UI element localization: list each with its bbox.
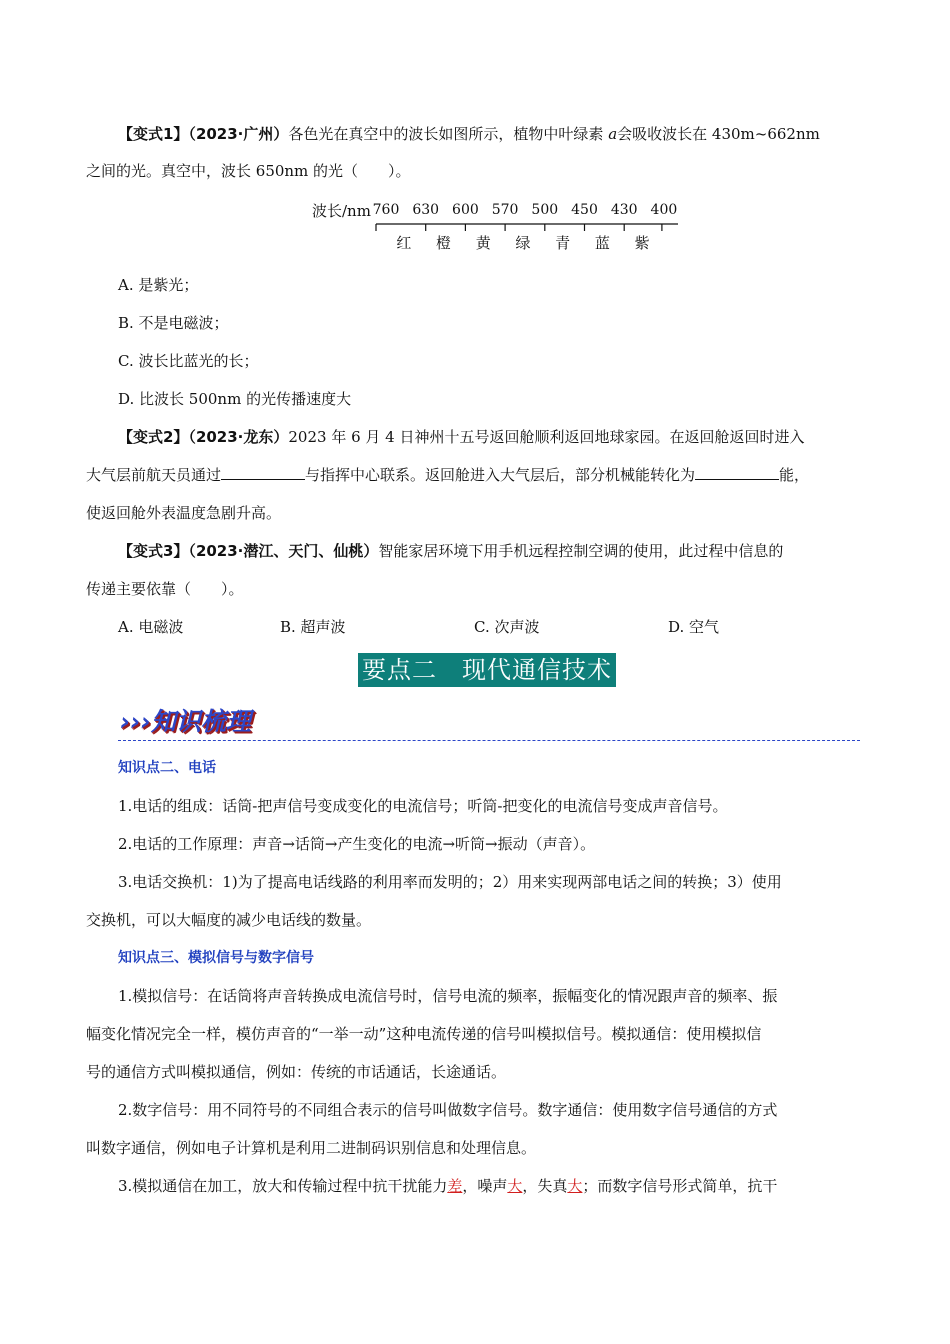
color-label-1: 橙 xyxy=(436,234,452,252)
q2-text-2b: 与指挥中心联系。返回舱进入大气层后，部分机械能转化为 xyxy=(305,466,696,484)
kp2-title: 知识点二、电话 xyxy=(118,760,216,776)
wavelength-figure xyxy=(300,196,690,258)
q1-italic-a: a xyxy=(608,125,618,143)
color-label-0: 红 xyxy=(396,234,412,252)
q1-option-a: A. 是紫光； xyxy=(118,276,199,294)
q3-line-2: 传递主要依靠（ ）。 xyxy=(86,580,244,598)
q1-line-2: 之间的光。真空中，波长 650nm 的光（ ）。 xyxy=(86,162,411,180)
q2-text-2c: 能， xyxy=(779,466,810,484)
kp3-p1b: 幅变化情况完全一样，模仿声音的“一举一动”这种电流传递的信号叫模拟信号。模拟通信：使用模拟信 xyxy=(86,1025,762,1043)
q2-line-2 xyxy=(86,464,809,486)
kp3-p3-mid-1: ，噪声 xyxy=(462,1177,508,1195)
kp3-p3-red-3: 大 xyxy=(567,1177,583,1195)
q1-tag: 【变式1】（2023·广州） xyxy=(118,125,289,143)
q3-option-b: B. 超声波 xyxy=(280,618,346,636)
section-banner: 要点二 现代通信技术 xyxy=(358,653,616,687)
q3-option-c: C. 次声波 xyxy=(474,618,540,636)
q2-line-1 xyxy=(118,426,805,448)
kp2-p3a: 3.电话交换机：1)为了提高电话线路的利用率而发明的；2）用来实现两部电话之间的转换；3）使用 xyxy=(118,873,782,891)
knowledge-header: ›››知识梳理 xyxy=(120,707,251,736)
tick-labels xyxy=(373,202,678,218)
q3-option-a: A. 电磁波 xyxy=(118,618,184,636)
tick-label-600: 600 xyxy=(452,202,479,218)
kp3-p1c: 号的通信方式叫模拟通信，例如：传统的市话通话，长途通话。 xyxy=(86,1063,507,1081)
q2-blank-2[interactable] xyxy=(695,465,779,480)
kp2-p3b: 交换机，可以大幅度的减少电话线的数量。 xyxy=(86,911,372,929)
tick-label-570: 570 xyxy=(491,202,519,218)
kp3-p2b: 叫数字通信，例如电子计算机是利用二进制码识别信息和处理信息。 xyxy=(86,1139,537,1157)
tick-label-400: 400 xyxy=(650,202,678,218)
kp3-title: 知识点三、模拟信号与数字信号 xyxy=(118,950,314,966)
q3-text-1: 智能家居环境下用手机远程控制空调的使用，此过程中信息的 xyxy=(378,542,784,560)
q1-option-d: D. 比波长 500nm 的光传播速度大 xyxy=(118,390,352,408)
color-label-2: 黄 xyxy=(475,234,491,252)
tick-label-500: 500 xyxy=(531,202,559,218)
kp3-p3-red-1: 差 xyxy=(447,1177,463,1195)
kp3-p3-post: ；而数字信号形式简单，抗干 xyxy=(582,1177,778,1195)
color-label-3: 绿 xyxy=(515,234,531,252)
kp3-p3-pre: 3.模拟通信在加工，放大和传输过程中抗干扰能力 xyxy=(118,1177,448,1195)
color-labels xyxy=(396,234,649,252)
kp3-p3-red-2: 大 xyxy=(507,1177,523,1195)
kp3-p3 xyxy=(118,1175,777,1197)
color-label-6: 紫 xyxy=(634,234,650,252)
kp3-p3-mid-2: ，失真 xyxy=(522,1177,568,1195)
q2-text-1: 2023 年 6 月 4 日神州十五号返回舱顺利返回地球家园。在返回舱返回时进入 xyxy=(288,428,805,446)
header-divider xyxy=(118,740,860,741)
q1-text-1b: 会吸收波长在 430m~662nm xyxy=(617,125,820,143)
q3-option-d: D. 空气 xyxy=(668,618,720,636)
q2-line-3: 使返回舱外表温度急剧升高。 xyxy=(86,504,282,522)
kp2-p1: 1.电话的组成：话筒-把声信号变成变化的电流信号；听筒-把变化的电流信号变成声音信号。 xyxy=(118,797,728,815)
tick-label-760: 760 xyxy=(372,202,400,218)
tick-label-430: 430 xyxy=(610,202,638,218)
kp2-p2: 2.电话的工作原理：声音→话筒→产生变化的电流→听筒→振动（声音）。 xyxy=(118,835,596,853)
q1-option-c: C. 波长比蓝光的长； xyxy=(118,352,259,370)
axis-label: 波长/nm xyxy=(312,202,371,220)
q2-blank-1[interactable] xyxy=(221,465,305,480)
q2-tag: 【变式2】（2023·龙东） xyxy=(118,428,289,446)
kp3-p1a: 1.模拟信号：在话筒将声音转换成电流信号时，信号电流的频率，振幅变化的情况跟声音的频率、振 xyxy=(118,987,778,1005)
q2-text-2a: 大气层前航天员通过 xyxy=(86,466,222,484)
q3-line-1 xyxy=(118,540,783,562)
q1-option-b: B. 不是电磁波； xyxy=(118,314,229,332)
tick-label-450: 450 xyxy=(571,202,598,218)
q1-text-1a: 各色光在真空中的波长如图所示，植物中叶绿素 xyxy=(288,125,604,143)
color-label-5: 蓝 xyxy=(594,234,610,252)
kp3-p2a: 2.数字信号：用不同符号的不同组合表示的信号叫做数字信号。数字通信：使用数字信号通信的方式 xyxy=(118,1101,778,1119)
q3-tag: 【变式3】（2023·潜江、天门、仙桃） xyxy=(118,542,379,560)
q1-line-1 xyxy=(118,123,820,145)
tick-marks xyxy=(376,224,662,231)
tick-label-630: 630 xyxy=(412,202,440,218)
color-label-4: 青 xyxy=(555,234,571,252)
